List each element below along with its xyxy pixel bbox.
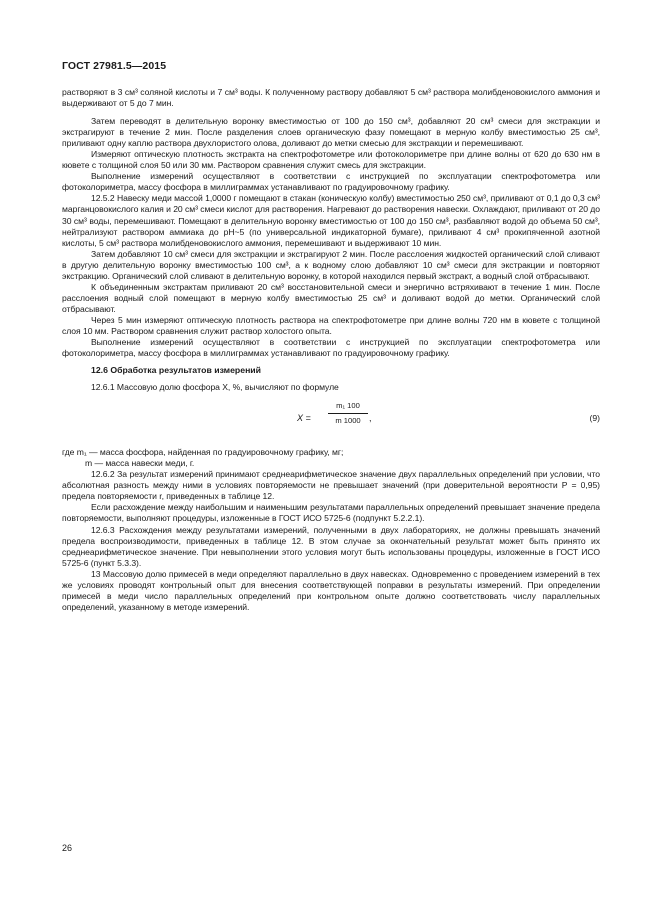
paragraph: растворяют в 3 см³ соляной кислоты и 7 см³ воды. К полученному раствору добавляют 5 см³ раствора молибденовокислого аммония и выдерживают от 5 до 7 мин. xyxy=(62,87,600,109)
paragraph: Затем добавляют 10 см³ смеси для экстракции и экстрагируют 2 мин. После расслоения жидкостей органический слой сливают в другую делительную воронку вместимостью 100 см³, а к водному слою добавляют 10 см³ смеси для экстракции и повторяют экстракцию. Органический слой сливают в делительную воронку, в которой находился первый экстракт, а водный слой отбрасывают. xyxy=(62,248,600,281)
formula-lhs: X = xyxy=(297,413,311,424)
formula xyxy=(62,399,600,443)
paragraph: Выполнение измерений осуществляют в соответствии с инструкцией по эксплуатации спектрофотометра или фотоколориметра, массу фосфора в миллиграммах устанавливают по градуировочному графику. xyxy=(62,337,600,359)
page-number: 26 xyxy=(62,843,73,853)
document-header: ГОСТ 27981.5—2015 xyxy=(62,60,167,72)
paragraph: Измеряют оптическую плотность экстракта на спектрофотометре или фотоколориметре при длине волны от 620 до 630 нм в кювете с толщиной слоя 50 или 30 мм. Раствором сравнения служит смесь для экстракции. xyxy=(62,149,600,171)
paragraph: 12.6.2 За результат измерений принимают среднеарифметическое значение двух параллельных определений при условии, что абсолютная разность между ними в условиях повторяемости не превышает значений (при доверительной вероятности P = 0,95) предела повторяемости r, приведенных в таблице 12. xyxy=(62,469,600,502)
formula-legend xyxy=(62,447,600,469)
formula-denominator: m 1000 xyxy=(335,416,361,426)
formula-comma: , xyxy=(369,413,372,424)
paragraph: 12.6.1 Массовую долю фосфора X, %, вычисляют по формуле xyxy=(91,382,339,393)
paragraph: Если расхождение между наибольшим и наименьшим результатами параллельных определений превышает значение предела повторяемости, выполняют процедуры, изложенные в ГОСТ ИСО 5725-6 (подпункт 5.2.2.1). xyxy=(62,502,600,524)
document-body xyxy=(62,87,600,613)
formula-numerator: m₁ 100 xyxy=(336,401,360,411)
paragraph: Выполнение измерений осуществляют в соответствии с инструкцией по эксплуатации спектрофотометра или фотоколориметра, массу фосфора в миллиграммах устанавливают по градуировочному графику. xyxy=(62,171,600,193)
fraction-bar xyxy=(328,413,368,414)
legend-line: где m₁ — масса фосфора, найденная по градуировочному графику, мг; xyxy=(62,447,344,458)
legend-line: m — масса навески меди, г. xyxy=(85,458,195,469)
paragraph: К объединенным экстрактам приливают 20 см³ восстановительной смеси и энергично встряхивают в течение 1 мин. После расслоения водный слой помещают в мерную колбу вместимостью 25 см³ и доливают водой до метки. Органический слой отбрасывают. xyxy=(62,281,600,314)
formula-fraction xyxy=(328,401,368,425)
paragraph: 12.6.3 Расхождения между результатами измерений, полученными в двух лабораториях, не должны превышать значений предела воспроизводимости, приведенных в таблице 12. В этом случае за окончательный результат может быть принято их среднеарифметическое значение. При невыполнении этого условия могут быть использованы процедуры, изложенные в ГОСТ ИСО 5725-6 (пункт 5.3.3). xyxy=(62,524,600,568)
section-heading: 12.6 Обработка результатов измерений xyxy=(91,365,261,376)
formula-number: (9) xyxy=(589,413,600,424)
paragraph: Затем переводят в делительную воронку вместимостью от 100 до 150 см³, добавляют 20 см³ смеси для экстракции и экстрагируют в течение 2 мин. После разделения слоев органическую фазу помещают в мерную колбу вместимостью 25 см³, приливают одну каплю раствора двухлористого олова, доливают до метки смесью для экстракции и перемешивают. xyxy=(62,116,600,149)
paragraph: 13 Массовую долю примесей в меди определяют параллельно в двух навесках. Одновременно с проведением измерений в тех же условиях проводят контрольный опыт для внесения соответствующей поправки в результаты измерений. При определении примесей в меди число параллельных определений при контрольном опыте должно соответствовать числу параллельных определений, указанному в методе измерений. xyxy=(62,568,600,612)
paragraph: 12.5.2 Навеску меди массой 1,0000 г помещают в стакан (коническую колбу) вместимостью 250 см³, приливают от 0,1 до 0,3 см³ марганцовокислого калия и 20 см³ смеси кислот для растворения. Нагревают до растворения навески. Охлаждают, приливают от 20 до 30 см³ воды, перемешивают. Помещают в делительную воронку вместимостью от 100 до 150 см³, разбавляют водой до объема 50 см³, нейтрализуют раствором аммиака до pH~5 (по универсальной индикаторной бумаге), приливают 4 см³ прокипяченной азотной кислоты, 5 см³ раствора молибденовокислого аммония, перемешивают и выдерживают 10 мин. xyxy=(62,193,600,248)
paragraph: Через 5 мин измеряют оптическую плотность раствора на спектрофотометре при длине волны 720 нм в кювете с толщиной слоя 10 мм. Раствором сравнения служит раствор холостого опыта. xyxy=(62,314,600,336)
